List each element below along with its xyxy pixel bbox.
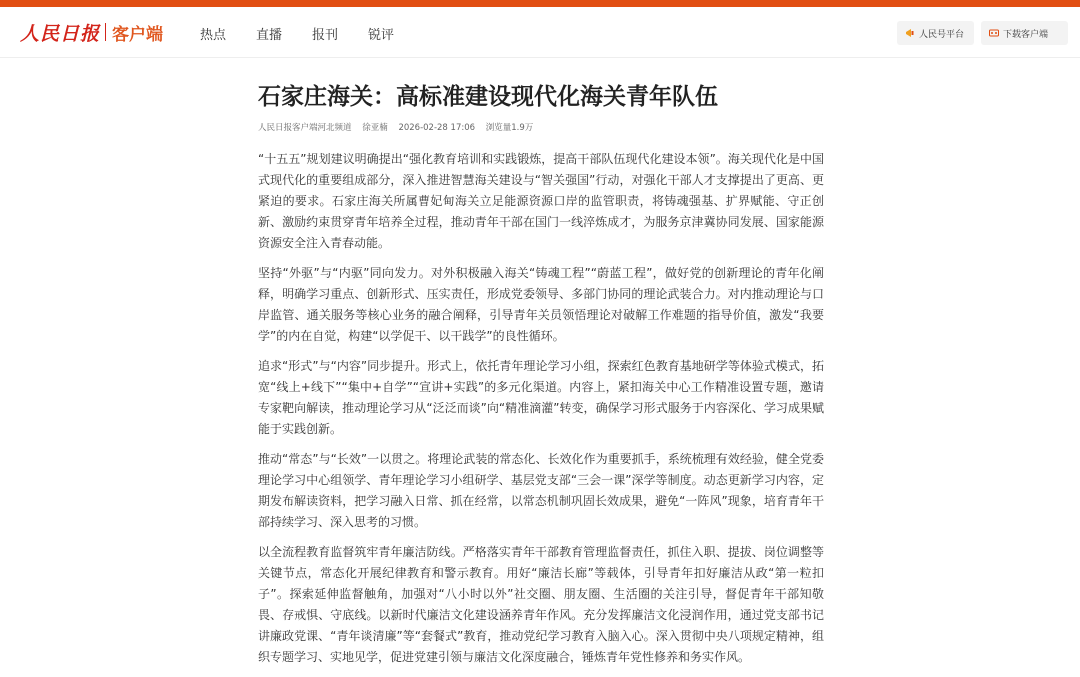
article-datetime: 2026-02-28 17:06: [398, 123, 476, 133]
article: [258, 57, 824, 677]
platform-button[interactable]: [897, 21, 974, 45]
download-button-label: 下载客户端: [1003, 29, 1049, 40]
nav-item-commentary[interactable]: 锐评: [368, 28, 395, 43]
article-paragraph: 推动“常态”与“长效”一以贯之。将理论武装的常态化、长效化作为重要抓手，系统梳理有效经验，健全党委理论学习中心组领学、青年理论学习小组研学、基层党支部“三会一课”深学等制度。动态更新学习内容，定期发布解读资料，把学习融入日常、抓在经常，以常态机制巩固长效成果，避免“一阵风”现象，培育青年干部持续学习、深入思考的习惯。: [258, 452, 824, 529]
logo-wordmark: 人民日报: [20, 22, 101, 45]
article-body: [258, 149, 824, 668]
nav-item-live[interactable]: 直播: [256, 28, 283, 43]
logo-divider: [105, 23, 106, 41]
megaphone-icon: [905, 28, 915, 38]
article-views: 浏览量1.9万: [485, 123, 534, 133]
app-download-icon: [989, 28, 999, 38]
nav-item-newspaper[interactable]: 报刊: [312, 28, 339, 43]
article-paragraph: “十五五”规划建议明确提出“强化教育培训和实践锻炼，提高干部队伍现代化建设本领”。海关现代化是中国式现代化的重要组成部分，深入推进智慧海关建设与“智关强国”行动，对强化干部人才支撑提出了更高、更紧迫的要求。石家庄海关所属曹妃甸海关立足能源资源口岸的监管职责，将铸魂强基、扩界赋能、守正创新、激励约束贯穿青年培养全过程，推动青年干部在国门一线淬炼成才，为服务京津冀协同发展、国家能源资源安全注入青春动能。: [258, 152, 824, 250]
article-source[interactable]: 人民日报客户端河北频道: [258, 123, 352, 133]
article-author: 徐亚楠: [362, 123, 388, 133]
top-accent-strip: [0, 0, 1080, 7]
article-paragraph: 坚持“外驱”与“内驱”同向发力。对外积极融入海关“铸魂工程”“蔚蓝工程”，做好党的创新理论的青年化阐释，明确学习重点、创新形式、压实责任，形成党委领导、多部门协同的理论武装合力。对内推动理论与口岸监管、通关服务等核心业务的融合阐释，引导青年关员领悟理论对破解工作难题的指导价值，激发“我要学”的内在自觉，构建“以学促干、以干践学”的良性循环。: [258, 266, 824, 343]
site-header: [0, 7, 1080, 58]
article-title: 石家庄海关：高标准建设现代化海关青年队伍: [258, 84, 718, 110]
logo-subtitle: 客户端: [112, 24, 164, 45]
site-logo[interactable]: [20, 20, 163, 44]
platform-button-label: 人民号平台: [919, 29, 965, 40]
nav-item-hot[interactable]: 热点: [200, 28, 227, 43]
article-paragraph: 追求“形式”与“内容”同步提升。形式上，依托青年理论学习小组，探索红色教育基地研学等体验式模式，拓宽“线上+线下”“集中+自学”“宣讲+实践”的多元化渠道。内容上，紧扣海关中心工作精准设置专题，邀请专家靶向解读，推动理论学习从“泛泛而谈”向“精准滴灌”转变，确保学习形式服务于内容深化、学习成果赋能于实践创新。: [258, 359, 824, 436]
download-app-button[interactable]: [981, 21, 1068, 45]
article-meta: [258, 121, 824, 135]
main-nav: [200, 24, 424, 43]
article-paragraph: 以全流程教育监督筑牢青年廉洁防线。严格落实青年干部教育管理监督责任，抓住入职、提拔、岗位调整等关键节点，常态化开展纪律教育和警示教育。用好“廉洁长廊”等载体，引导青年扣好廉洁从政“第一粒扣子”。探索延伸监督触角，加强对“八小时以外”社交圈、朋友圈、生活圈的关注引导，督促青年干部知敬畏、存戒惧、守底线。以新时代廉洁文化建设涵养青年作风。充分发挥廉洁文化浸润作用，通过党支部书记讲廉政党课、“青年谈清廉”等“套餐式”教育，推动党纪学习教育入脑入心。深入贯彻中央八项规定精神，组织专题学习、实地见学，促进党建引领与廉洁文化深度融合，锤炼青年党性修养和务实作风。: [258, 545, 824, 664]
